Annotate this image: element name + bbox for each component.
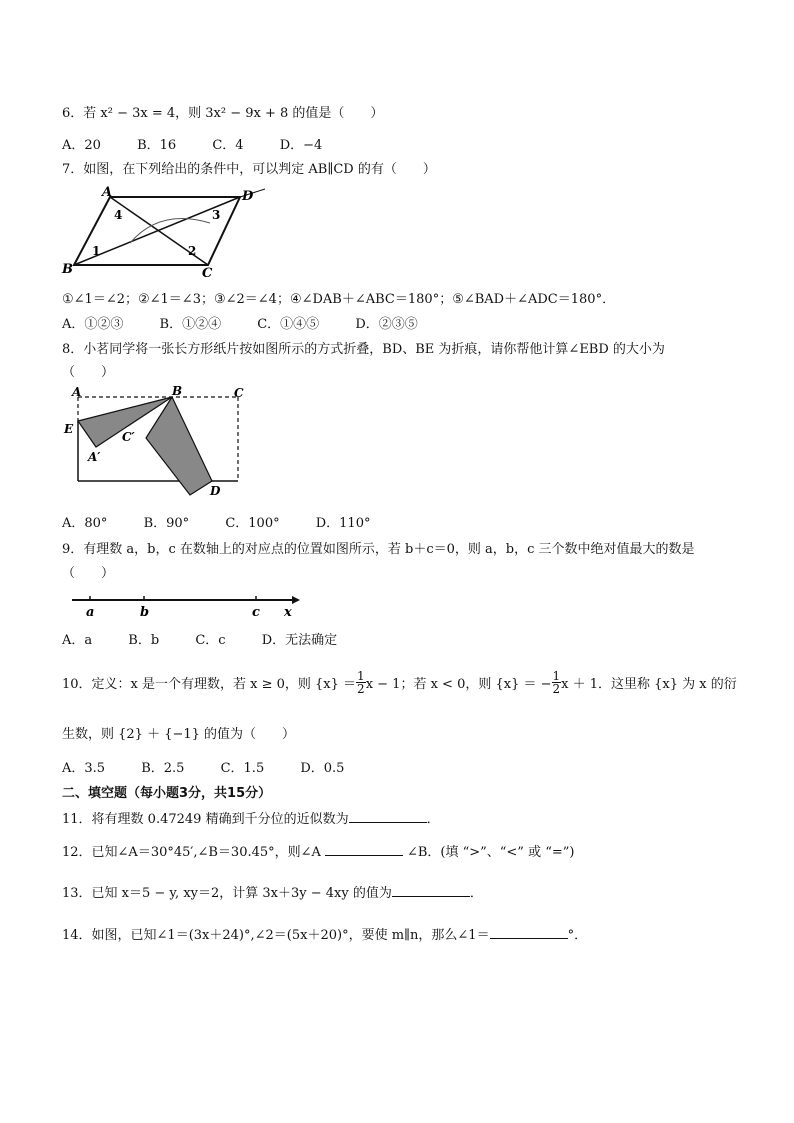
q9-axis-x: x — [284, 605, 292, 620]
q10-option-b: B．2.5 — [141, 761, 185, 776]
q7-figure — [60, 183, 270, 278]
q7-option-d: D．②③⑤ — [355, 317, 418, 332]
q10-option-d: D．0.5 — [300, 761, 345, 776]
q14-stem: 14．如图，已知∠1＝(3x＋24)°,∠2＝(5x＋20)°，要使 m∥n，那么∠1＝ — [62, 928, 490, 943]
q10-stem-2: 生数，则 {2} ＋ {−1} 的值为（ ） — [62, 727, 296, 742]
q8-label-a: A — [72, 385, 82, 399]
q13-stem: 13．已知 x＝5 − y, xy＝2，计算 3x＋3y − 4xy 的值为 — [62, 886, 392, 901]
q14-answer-blank[interactable] — [490, 926, 568, 939]
q8-options — [62, 512, 402, 531]
q11-stem: 11．将有理数 0.47249 精确到千分位的近似数为 — [62, 812, 349, 827]
q10-option-c: C．1.5 — [220, 761, 265, 776]
q6-stem: 6．若 x² − 3x = 4，则 3x² − 9x + 8 的值是（ ） — [62, 106, 384, 121]
q11-end: ． — [426, 812, 440, 827]
q9-option-b: B．b — [128, 633, 160, 648]
q9-option-d: D．无法确定 — [261, 633, 338, 648]
q10-stem — [62, 664, 737, 700]
q9-option-c: C．c — [195, 633, 226, 648]
q10-fraction-1: $\frac{1}{2}$ — [357, 668, 365, 696]
q7-option-b: B．①②④ — [159, 317, 222, 332]
q8-stem-2: （ ） — [62, 365, 115, 380]
q7-option-a: A．①②③ — [62, 317, 124, 332]
q6-option-a: A．20 — [62, 138, 101, 153]
q8-stem: 8．小茗同学将一张长方形纸片按如图所示的方式折叠，BD、BE 为折痕，请你帮他计算∠EBD 的大小为 — [62, 342, 665, 357]
q8-label-c: C — [234, 386, 244, 400]
q10-stem-a: 10．定义：x 是一个有理数，若 x ≥ 0，则 {x} ＝ — [62, 676, 357, 692]
q8-option-d: D．110° — [315, 516, 371, 531]
q10-stem-b: x − 1；若 x < 0，则 {x} ＝ − — [365, 676, 552, 692]
q8-label-d: D — [210, 484, 221, 498]
q8-option-c: C．100° — [225, 516, 280, 531]
q6-option-d: D．−4 — [279, 138, 323, 153]
section-2-title: 二、填空题（每小题3分，共15分） — [62, 786, 272, 801]
q12-stem: 12．已知∠A＝30°45′,∠B＝30.45°，则∠A — [62, 845, 321, 860]
q10-fraction-2: $\frac{1}{2}$ — [552, 668, 561, 696]
q8-option-b: B．90° — [143, 516, 190, 531]
q8-label-b: B — [172, 384, 183, 398]
q9-point-a: a — [86, 605, 95, 620]
q6-option-c: C．4 — [212, 138, 244, 153]
q7-options — [62, 313, 450, 332]
q13-answer-blank[interactable] — [392, 884, 470, 897]
q9-stem: 9．有理数 a，b，c 在数轴上的对应点的位置如图所示，若 b＋c＝0，则 a，b，c 三个数中绝对值最大的数是 — [62, 542, 695, 557]
q9-option-a: A．a — [62, 633, 93, 648]
q9-options — [62, 629, 369, 648]
q7-option-c: C．①④⑤ — [257, 317, 320, 332]
q6-option-b: B．16 — [137, 138, 177, 153]
q10-options — [62, 757, 376, 776]
q9-point-b: b — [140, 605, 150, 620]
q7-label-a: A — [102, 185, 113, 200]
q8-label-c-prime: C′ — [122, 430, 135, 444]
q10-option-a: A．3.5 — [62, 761, 106, 776]
q8-figure — [60, 383, 250, 501]
q7-angle-2: 2 — [188, 244, 197, 258]
q7-label-b: B — [62, 262, 73, 277]
q7-angle-1: 1 — [92, 244, 101, 258]
q13-end: ． — [469, 886, 483, 901]
q9-stem-2: （ ） — [62, 566, 115, 581]
q7-angle-4: 4 — [114, 208, 123, 222]
q12-end: ∠B．(填 “>”、“<” 或 “=”) — [406, 845, 575, 860]
q7-label-d: D — [242, 189, 254, 204]
q14-end: °． — [567, 928, 588, 943]
q11 — [62, 808, 440, 827]
q8-option-a: A．80° — [62, 516, 108, 531]
q8-label-e: E — [64, 422, 74, 436]
q13 — [62, 882, 483, 901]
q9-number-line — [66, 592, 306, 620]
q7-angle-3: 3 — [212, 208, 221, 222]
q12 — [62, 841, 574, 860]
q14 — [62, 924, 587, 943]
q9-point-c: c — [252, 605, 260, 620]
q6-options — [62, 134, 354, 153]
q12-answer-blank[interactable] — [325, 843, 403, 856]
q7-conditions: ①∠1＝∠2；②∠1＝∠3；③∠2＝∠4；④∠DAB＋∠ABC＝180°；⑤∠BAD＋∠ADC＝180°． — [62, 292, 616, 307]
q10-stem-c: x ＋ 1．这里称 {x} 为 x 的衍 — [561, 676, 737, 692]
q8-label-a-prime: A′ — [88, 450, 101, 464]
q7-stem: 7．如图，在下列给出的条件中，可以判定 AB∥CD 的有（ ） — [62, 162, 436, 177]
q11-answer-blank[interactable] — [349, 810, 427, 823]
q7-label-c: C — [202, 266, 213, 278]
